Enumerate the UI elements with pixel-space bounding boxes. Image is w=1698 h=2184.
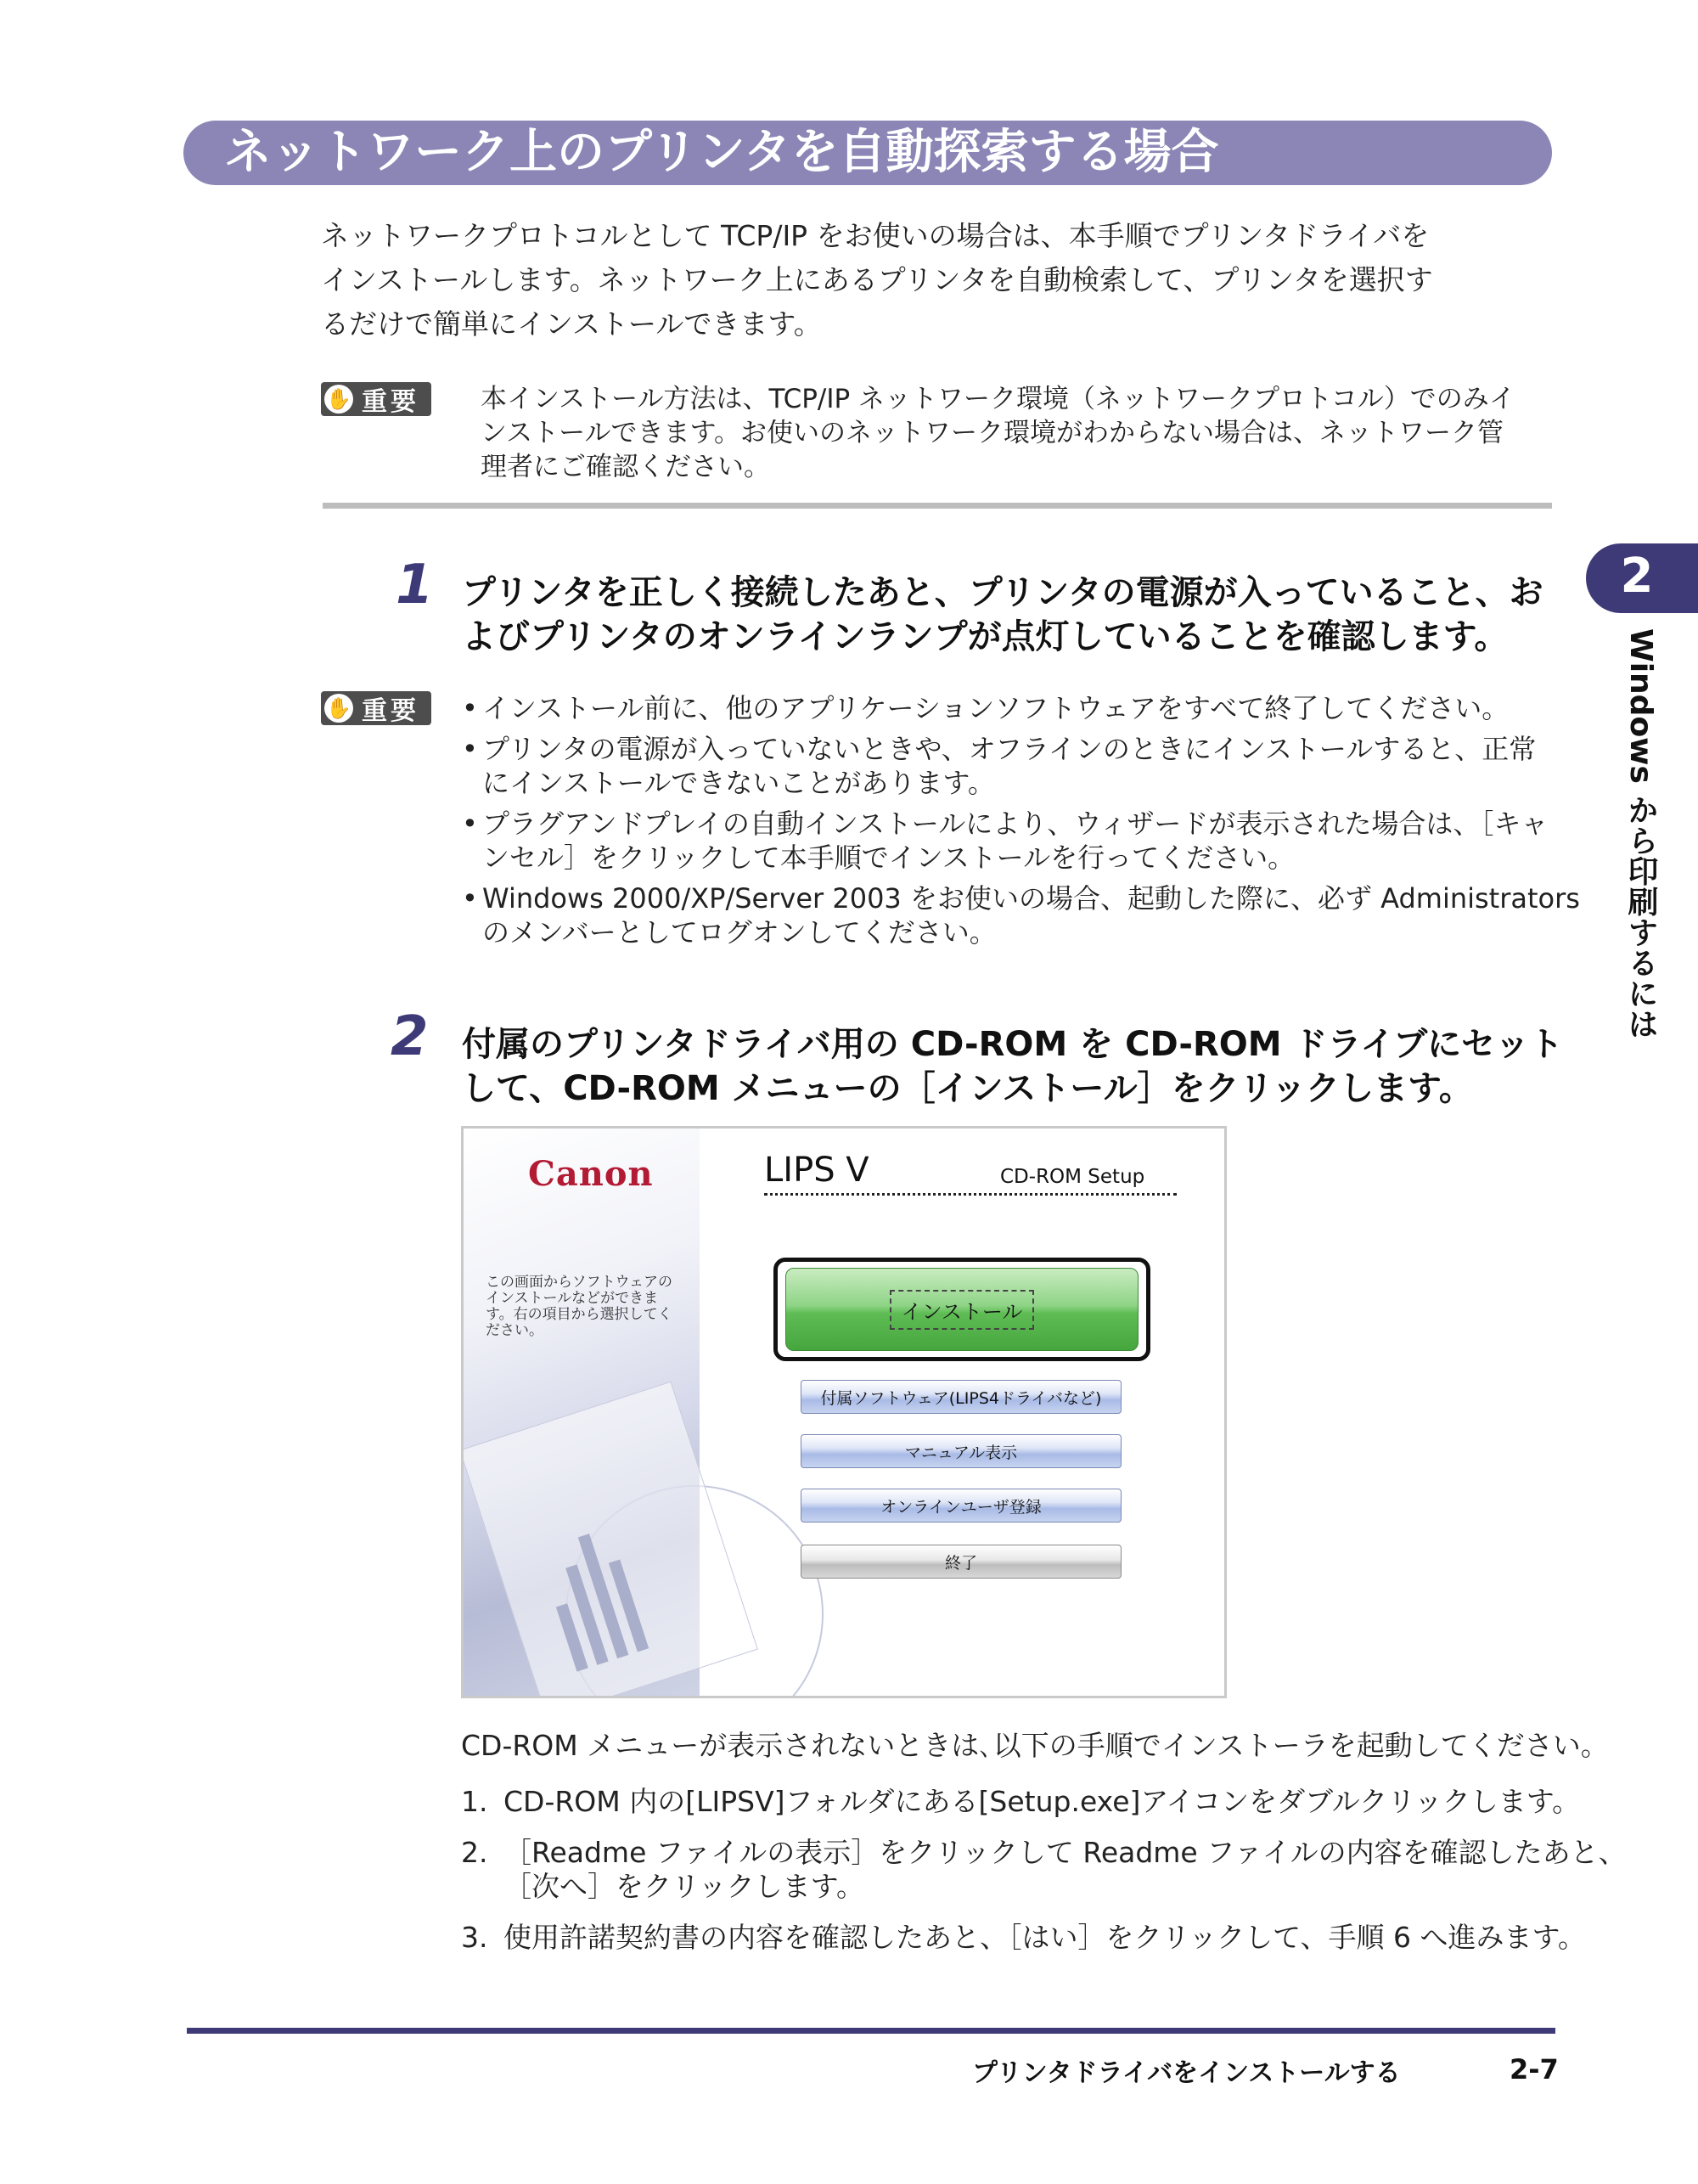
fallback-note [461,1729,1609,1763]
bullet-dot: • [462,882,478,915]
online-registration-button[interactable]: オンラインユーザ登録 [801,1489,1122,1523]
step-number: 1 [396,554,434,616]
list-line: ［Readme ファイルの表示］をクリックして Readme ファイルの内容を確認したあと、 [503,1836,1627,1869]
chapter-tab [1586,543,1698,613]
important-label: 重要 [362,387,419,417]
canon-logo: Canon [528,1154,654,1194]
hand-icon: ✋ [324,385,353,414]
exit-button[interactable]: 終了 [801,1545,1122,1579]
important-note [481,382,1515,484]
bullet-line: プラグアンドプレイの自動インストールにより、ウィザードが表示された場合は、［キャ [482,808,1549,840]
intro-line: インストールします。ネットワーク上にあるプリンタを自動検索して、プリンタを選択す [321,263,1433,296]
divider [323,503,1552,509]
list-line: ［次へ］をクリックします。 [503,1870,865,1903]
cdrom-menu-screenshot [461,1126,1227,1698]
numbered-list [461,1785,1627,1955]
chapter-number: 2 [1620,549,1654,604]
section-header [183,121,1552,185]
intro-line: るだけで簡単にインストールできます。 [321,307,822,341]
step-title-line: 付属のプリンタドライバ用の CD-ROM を CD-ROM ドライブにセット [462,1025,1564,1064]
list-item [461,1836,1627,1904]
list-number: 3. [461,1921,488,1954]
important-badge [321,382,431,416]
bullet-line: にインストールできないことがあります。 [482,767,995,799]
intro-paragraph [321,214,1433,346]
bullet-line: のメンバーとしてログオンしてください。 [482,916,997,948]
important-bullets [462,691,1580,956]
fallback-note-text: CD-ROM メニューが表示されないときは､以下の手順でインストーラを起動してください。 [461,1729,1609,1762]
bullet-line: インストール前に、他のアプリケーションソフトウェアをすべて終了してください。 [482,692,1510,724]
chapter-title: Windows から印刷するには [1623,628,1658,1039]
list-item [461,1785,1627,1819]
bullet-line: ンセル］をクリックして本手順でインストールを行ってください。 [482,842,1296,874]
intro-line: ネットワークプロトコルとして TCP/IP をお使いの場合は、本手順でプリンタドライバを [321,219,1430,252]
footer-section-title: プリンタドライバをインストールする [972,2058,1401,2088]
step-title [462,1022,1563,1111]
note-line: 本インストール方法は、TCP/IP ネットワーク環境（ネットワークプロトコル）でのみイ [481,384,1515,414]
step-title-line: して、CD-ROM メニューの［インストール］をクリックします。 [462,1069,1473,1108]
note-line: ンストールできます。お使いのネットワーク環境がわからない場合は、ネットワーク管 [481,418,1504,448]
step-title [462,571,1543,659]
footer-rule [187,2028,1555,2034]
note-line: 理者にご確認ください。 [481,452,770,482]
list-line: 使用許諾契約書の内容を確認したあと、［はい］をクリックして、手順 6 へ進みます。 [503,1921,1586,1954]
menu-description-line: この画面からソフトウェアの [486,1274,672,1291]
list-number: 2. [461,1836,488,1869]
hand-icon: ✋ [324,694,353,723]
bullet-line: プリンタの電源が入っていないときや、オフラインのときにインストールすると、正常 [482,733,1537,765]
list-number: 1. [461,1785,488,1818]
bundled-software-button[interactable]: 付属ソフトウェア(LIPS4ドライバなど) [801,1380,1122,1414]
bullet-dot: • [462,808,478,840]
bullet-item [462,807,1580,875]
step-number: 2 [391,1005,429,1068]
bullet-item [462,881,1580,949]
product-name: LIPS V [764,1151,869,1190]
menu-description [486,1275,672,1339]
menu-description-line: す。右の項目から選択してく [486,1306,672,1323]
dotted-rule [764,1193,1177,1196]
menu-description-line: ださい。 [486,1322,543,1339]
page-number: 2-7 [1510,2053,1559,2085]
install-button-label: インストール [890,1290,1035,1330]
install-button[interactable] [785,1268,1139,1351]
step-title-line: よびプリンタのオンラインランプが点灯していることを確認します。 [462,617,1509,656]
bullet-dot: • [462,733,478,765]
bullet-line: Windows 2000/XP/Server 2003 をお使いの場合、起動した際に、必ず Administrators [482,882,1580,915]
bullet-dot: • [462,692,478,724]
manual-display-button[interactable]: マニュアル表示 [801,1434,1122,1468]
menu-description-line: インストールなどができま [486,1290,659,1307]
bullet-item [462,691,1580,725]
section-title: ネットワーク上のプリンタを自動探索する場合 [224,125,1219,180]
setup-subtitle: CD-ROM Setup [1000,1166,1145,1188]
bullet-item [462,732,1580,800]
list-line: CD-ROM 内の[LIPSV]フォルダにある[Setup.exe]アイコンをダブルクリックします。 [503,1785,1581,1818]
important-badge [321,691,431,725]
step-title-line: プリンタを正しく接続したあと、プリンタの電源が入っていること、お [462,573,1543,612]
list-item [461,1921,1627,1955]
important-label: 重要 [362,696,419,726]
